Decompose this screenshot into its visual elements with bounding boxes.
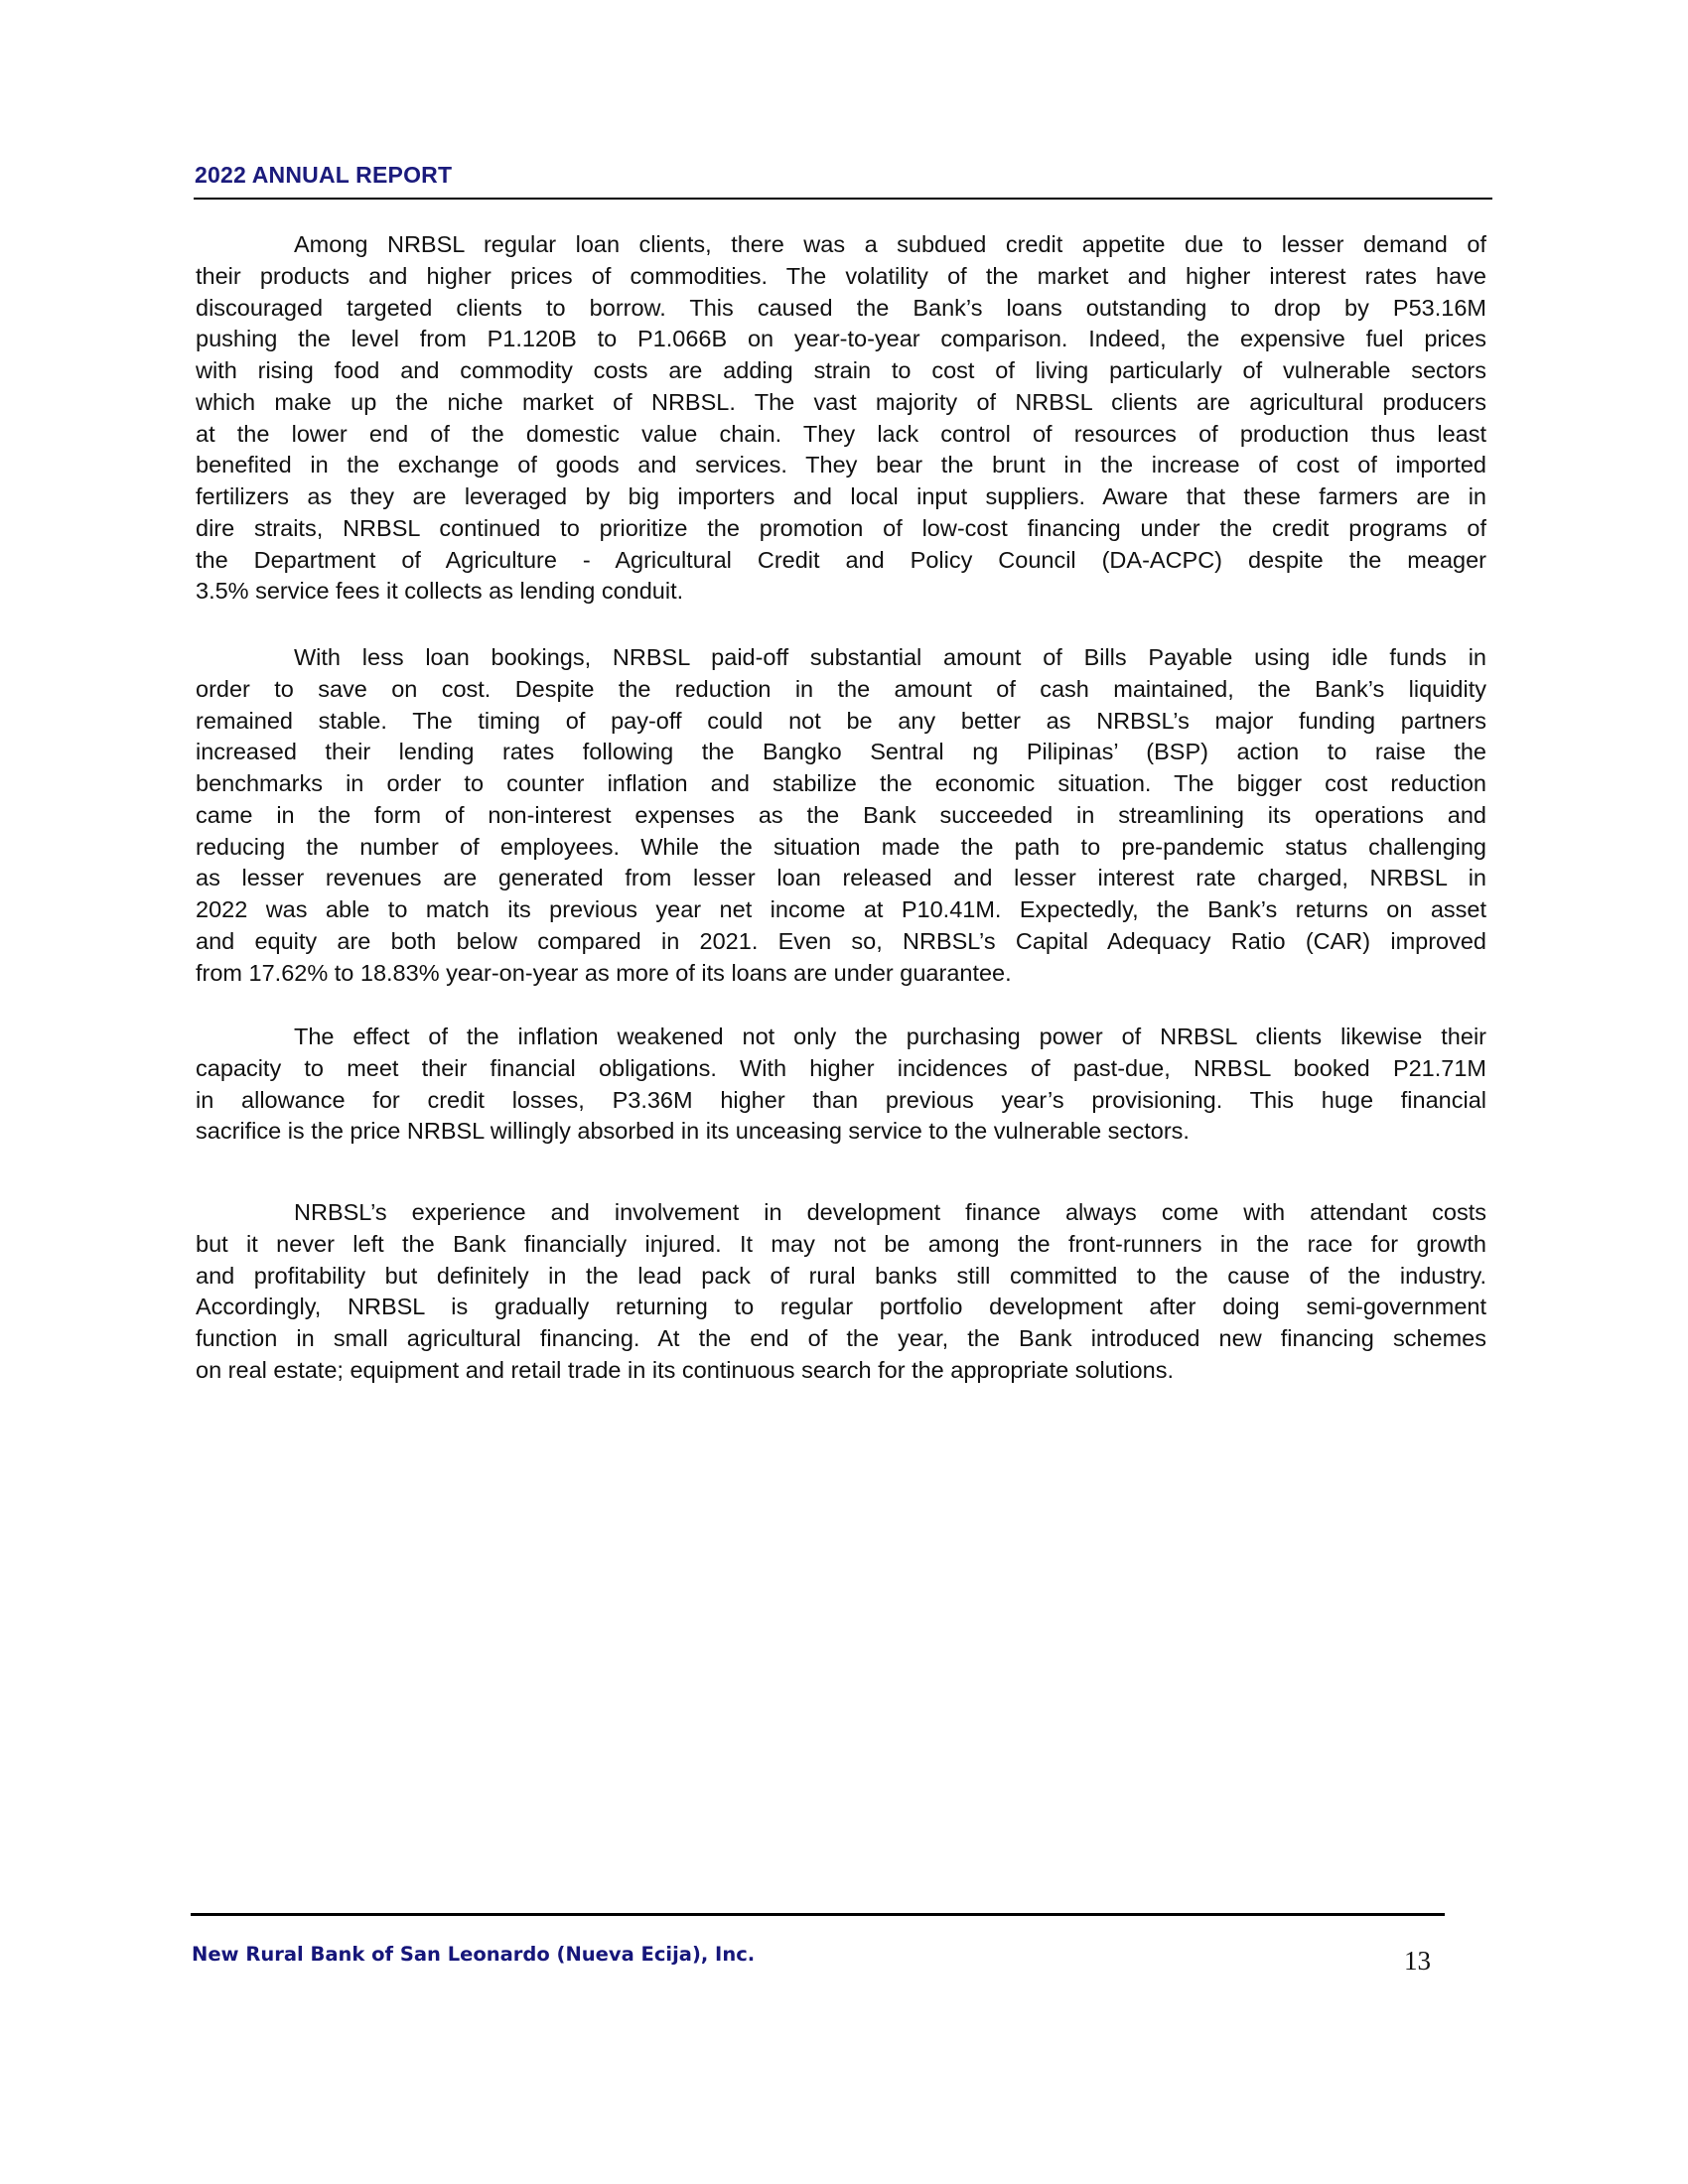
page-number: 13 [1404,1946,1431,1976]
text-line: discouraged targeted clients to borrow. This caused the Bank’s loans outstanding to drop by P53.16M [196,294,1486,321]
text-line: and profitability but definitely in the lead pack of rural banks still committed to the cause of the industry. [196,1262,1486,1289]
paragraph-inflation [196,1022,1486,1148]
text-line: came in the form of non-interest expenses as the Bank succeeded in streamlining its operations and [196,801,1486,828]
text-line: Among NRBSL regular loan clients, there was a subdued credit appetite due to lesser demand of [294,231,1486,257]
text-line: in allowance for credit losses, P3.36M higher than previous year’s provisioning. This huge financial [196,1086,1486,1113]
text-line: with rising food and commodity costs are adding strain to cost of living particularly of vulnerable sectors [196,357,1486,383]
text-line: benefited in the exchange of goods and services. They bear the brunt in the increase of cost of imported [196,452,1486,478]
text-line: sacrifice is the price NRBSL willingly absorbed in its unceasing service to the vulnerable sectors. [196,1118,1190,1145]
footer-divider [191,1913,1445,1916]
text-line: Accordingly, NRBSL is gradually returning to regular portfolio development after doing semi-government [196,1294,1486,1320]
text-line: pushing the level from P1.120B to P1.066B on year-to-year comparison. Indeed, the expensive fuel prices [196,326,1486,352]
text-line: With less loan bookings, NRBSL paid-off substantial amount of Bills Payable using idle funds in [294,644,1486,670]
text-line: the Department of Agriculture - Agricultural Credit and Policy Council (DA-ACPC) despite the meager [196,546,1486,573]
paragraph-loans [196,229,1486,608]
text-line: increased their lending rates following the Bangko Sentral ng Pilipinas’ (BSP) action to raise the [196,739,1486,765]
text-line: and equity are both below compared in 2021. Even so, NRBSL’s Capital Adequacy Ratio (CAR) improved [196,927,1486,954]
report-title: 2022 ANNUAL REPORT [195,162,453,188]
header-divider [194,198,1492,200]
text-line: as lesser revenues are generated from lesser loan released and lesser interest rate charged, NRBSL in [196,865,1486,891]
text-line: dire straits, NRBSL continued to prioritize the promotion of low-cost financing under the credit programs of [196,514,1486,541]
text-line: on real estate; equipment and retail trade in its continuous search for the appropriate solutions. [196,1356,1174,1383]
text-line: fertilizers as they are leveraged by big importers and local input suppliers. Aware that these farmers are in [196,483,1486,509]
text-line: 2022 was able to match its previous year net income at P10.41M. Expectedly, the Bank’s returns on asset [196,896,1486,922]
text-line: remained stable. The timing of pay-off could not be any better as NRBSL’s major funding partners [196,707,1486,734]
paragraph-liquidity [196,642,1486,989]
text-line: function in small agricultural financing. At the end of the year, the Bank introduced new financing schemes [196,1325,1486,1351]
paragraph-outlook [196,1197,1486,1387]
text-line: their products and higher prices of commodities. The volatility of the market and higher interest rates have [196,262,1486,289]
text-line: which make up the niche market of NRBSL. The vast majority of NRBSL clients are agricultural producers [196,388,1486,415]
text-line: capacity to meet their financial obligations. With higher incidences of past-due, NRBSL booked P21.71M [196,1054,1486,1081]
text-line: reducing the number of employees. While the situation made the path to pre-pandemic status challenging [196,833,1486,860]
text-line: at the lower end of the domestic value chain. They lack control of resources of production thus least [196,420,1486,447]
text-line: benchmarks in order to counter inflation and stabilize the economic situation. The bigger cost reduction [196,770,1486,796]
text-line: 3.5% service fees it collects as lending conduit. [196,578,684,605]
text-line: The effect of the inflation weakened not only the purchasing power of NRBSL clients likewise their [294,1024,1486,1049]
text-line: NRBSL’s experience and involvement in development finance always come with attendant costs [294,1199,1486,1225]
footer-organization-name: New Rural Bank of San Leonardo (Nueva Ecija), Inc. [192,1943,756,1966]
text-line: but it never left the Bank financially injured. It may not be among the front-runners in the race for growth [196,1230,1486,1257]
text-line: from 17.62% to 18.83% year-on-year as more of its loans are under guarantee. [196,959,1012,986]
text-line: order to save on cost. Despite the reduction in the amount of cash maintained, the Bank’s liquidity [196,675,1486,702]
